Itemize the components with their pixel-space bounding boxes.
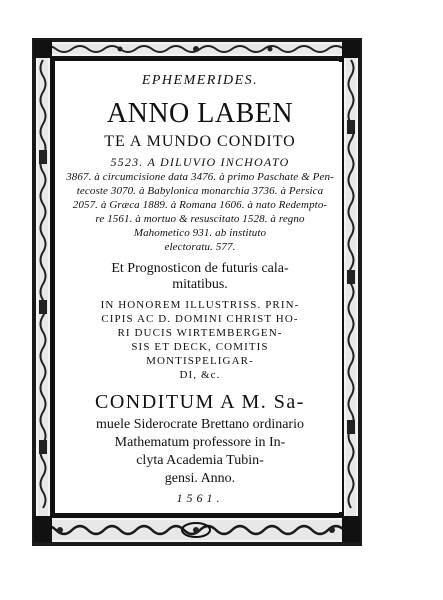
bottom-border-motif (38, 520, 356, 540)
dedication-line-6: DI, &c. (179, 369, 221, 381)
title-line-2: TE A MUNDO CONDITO (104, 133, 296, 150)
title-line-1: ANNO LABEN (106, 98, 294, 129)
author-line-3: Mathematum professore in In- (114, 435, 286, 450)
epoch-line-6: Mahometico 931. ab instituto (133, 227, 267, 239)
dedication-line-2: CIPIS AC D. DOMINI CHRIST HO- (101, 313, 299, 325)
epoch-line-7: electoratu. 577. (164, 241, 236, 253)
publication-year: 1561. (176, 491, 224, 505)
dedication-line-1: IN HONOREM ILLUSTRISS. PRIN- (100, 299, 300, 311)
epoch-line-4: 2057. à Græca 1889. à Romana 1606. à nato Redempto- (72, 199, 328, 211)
prognosticon-line-2: mitatibus. (172, 277, 228, 292)
author-line-4: clyta Academia Tubin- (136, 453, 264, 468)
top-border-motif (38, 44, 356, 54)
dedication-line-3: RI DUCIS WIRTEMBERGEN- (117, 327, 283, 339)
dedication-line-5: MONTISPELIGAR- (146, 355, 254, 367)
epoch-line-2: 3867. à circumcisione data 3476. à primo Paschate & Pen- (66, 171, 334, 183)
corner-ornament-br (342, 516, 360, 542)
author-line-5: gensi. Anno. (164, 471, 236, 486)
right-border-motif (346, 56, 356, 518)
corner-ornament-tr (342, 40, 360, 58)
text-block (58, 62, 342, 512)
epoch-line-5: re 1561. à mortuo & resuscitato 1528. à regno (95, 213, 305, 225)
left-border-motif (38, 56, 48, 518)
author-line-2: muele Siderocrate Brettano ordinario (96, 417, 304, 432)
heading-ephemerides: EPHEMERIDES. (141, 73, 259, 88)
epoch-line-1: 5523. A DILUVIO INCHOATO (110, 155, 290, 169)
epoch-line-3: tecoste 3070. à Babylonica monarchia 3736. à Persica (76, 185, 324, 197)
prognosticon-line-1: Et Prognosticon de futuris cala- (111, 261, 289, 276)
corner-ornament-bl (34, 516, 52, 542)
dedication-line-4: SIS ET DECK, COMITIS (131, 341, 269, 353)
author-line-1: CONDITUM A M. Sa- (95, 391, 305, 413)
corner-ornament-tl (34, 40, 52, 58)
